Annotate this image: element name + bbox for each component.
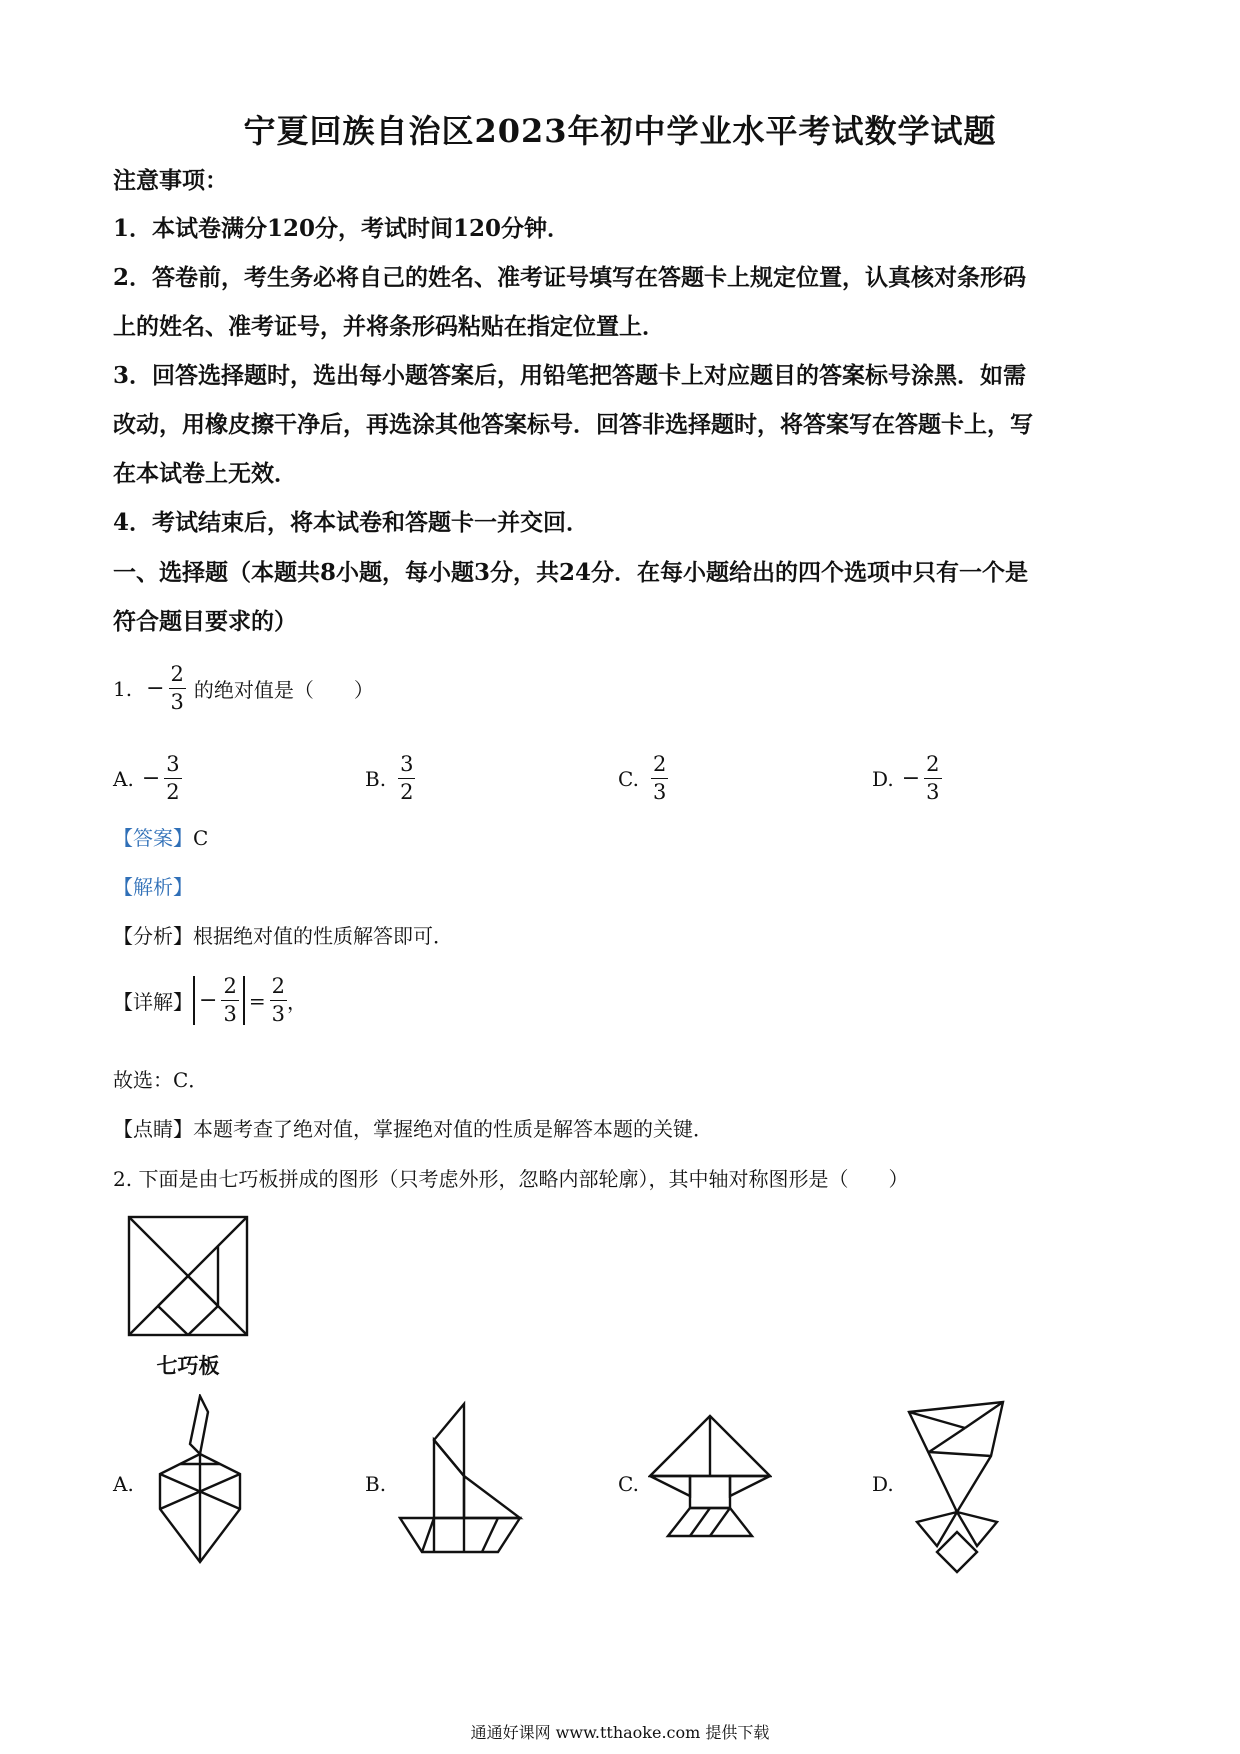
notice-line-7: 4．考试结束后，将本试卷和答题卡一并交回． xyxy=(113,509,590,536)
q1-analysis-tag: 【解析】 xyxy=(113,875,193,899)
option-label: B. xyxy=(365,766,387,791)
notice-line-2: 2．答卷前，考生务必将自己的姓名、准考证号填写在答题卡上规定位置，认真核对条形码 xyxy=(113,264,1027,291)
option-denominator: 2 xyxy=(166,780,180,804)
fraction-numerator: 2 xyxy=(170,662,184,686)
option-denominator: 3 xyxy=(926,780,940,804)
q1-answer xyxy=(113,822,208,851)
option-sign: − xyxy=(901,766,921,791)
question-1-number: 1. xyxy=(113,676,133,701)
notice-line-1: 1．本试卷满分120分，考试时间120分钟． xyxy=(113,215,571,242)
detail-numerator: 2 xyxy=(223,974,237,998)
notice-line-4: 3．回答选择题时，选出每小题答案后，用铅笔把答题卡上对应题目的答案标号涂黑．如需 xyxy=(113,362,1027,389)
q2-option-d-label: D. xyxy=(872,1472,894,1496)
option-sign: − xyxy=(141,766,161,791)
section-heading-line-1: 一、选择题（本题共8小题，每小题3分，共24分．在每小题给出的四个选项中只有一个是 xyxy=(113,559,1029,586)
tangram-figure-a xyxy=(150,1394,250,1564)
question-1 xyxy=(113,664,374,713)
question-1-stem: 的绝对值是（ ） xyxy=(193,678,374,702)
result-denominator: 3 xyxy=(271,1002,285,1026)
q1-option-a xyxy=(113,754,182,803)
q1-detail xyxy=(113,976,307,1025)
question-1-fraction xyxy=(169,664,186,713)
detail-denominator: 3 xyxy=(223,1002,237,1026)
notice-line-5: 改动，用橡皮擦干净后，再选涂其他答案标号．回答非选择题时，将答案写在答题卡上，写 xyxy=(113,411,1033,438)
detail-minus: − xyxy=(199,988,218,1013)
answer-value: C xyxy=(193,826,209,850)
detail-comma: ， xyxy=(286,990,307,1014)
answer-tag: 【答案】 xyxy=(113,826,193,850)
tangram-caption: 七巧板 xyxy=(156,1353,220,1378)
option-numerator: 3 xyxy=(400,752,414,776)
q1-choose: 故选：C． xyxy=(113,1068,209,1092)
option-denominator: 3 xyxy=(652,780,667,804)
tangram-square-figure xyxy=(126,1214,250,1338)
q2-option-b-label: B. xyxy=(365,1472,387,1496)
q1-option-c xyxy=(618,754,668,803)
page-title: 宁夏回族自治区2023年初中学业水平考试数学试题 xyxy=(243,112,997,150)
page-footer: 通通好课网 www.tthaoke.com 提供下载 xyxy=(470,1723,770,1742)
equals-sign: = xyxy=(248,988,266,1013)
option-numerator: 2 xyxy=(926,752,940,776)
question-1-minus: − xyxy=(146,676,165,701)
q1-fenxi: 【分析】根据绝对值的性质解答即可． xyxy=(113,924,453,948)
section-heading-line-2: 符合题目要求的） xyxy=(113,608,297,635)
detail-tag: 【详解】 xyxy=(113,990,193,1014)
question-2-stem: 2. 下面是由七巧板拼成的图形（只考虑外形，忽略内部轮廓），其中轴对称图形是（ ） xyxy=(113,1167,909,1191)
q1-option-d xyxy=(872,754,942,803)
absolute-value-bars xyxy=(193,976,245,1025)
q2-option-c-label: C. xyxy=(618,1472,639,1496)
option-label: D. xyxy=(872,766,894,791)
q2-option-a-label: A. xyxy=(113,1472,134,1496)
result-numerator: 2 xyxy=(271,974,285,998)
notice-line-6: 在本试卷上无效． xyxy=(113,460,297,487)
option-numerator: 2 xyxy=(652,752,667,776)
option-label: A. xyxy=(113,766,134,791)
option-denominator: 2 xyxy=(400,780,414,804)
q1-comment: 【点睛】本题考查了绝对值，掌握绝对值的性质是解答本题的关键． xyxy=(113,1117,713,1141)
tangram-figure-d xyxy=(905,1400,1009,1574)
notice-heading: 注意事项： xyxy=(113,167,228,194)
fraction-denominator: 3 xyxy=(170,690,184,714)
option-numerator: 3 xyxy=(166,752,180,776)
option-label: C. xyxy=(618,766,639,791)
q1-option-b xyxy=(365,754,415,803)
notice-line-3: 上的姓名、准考证号，并将条形码粘贴在指定位置上． xyxy=(113,313,665,340)
tangram-figure-c xyxy=(648,1414,772,1540)
tangram-figure-b xyxy=(398,1400,524,1556)
